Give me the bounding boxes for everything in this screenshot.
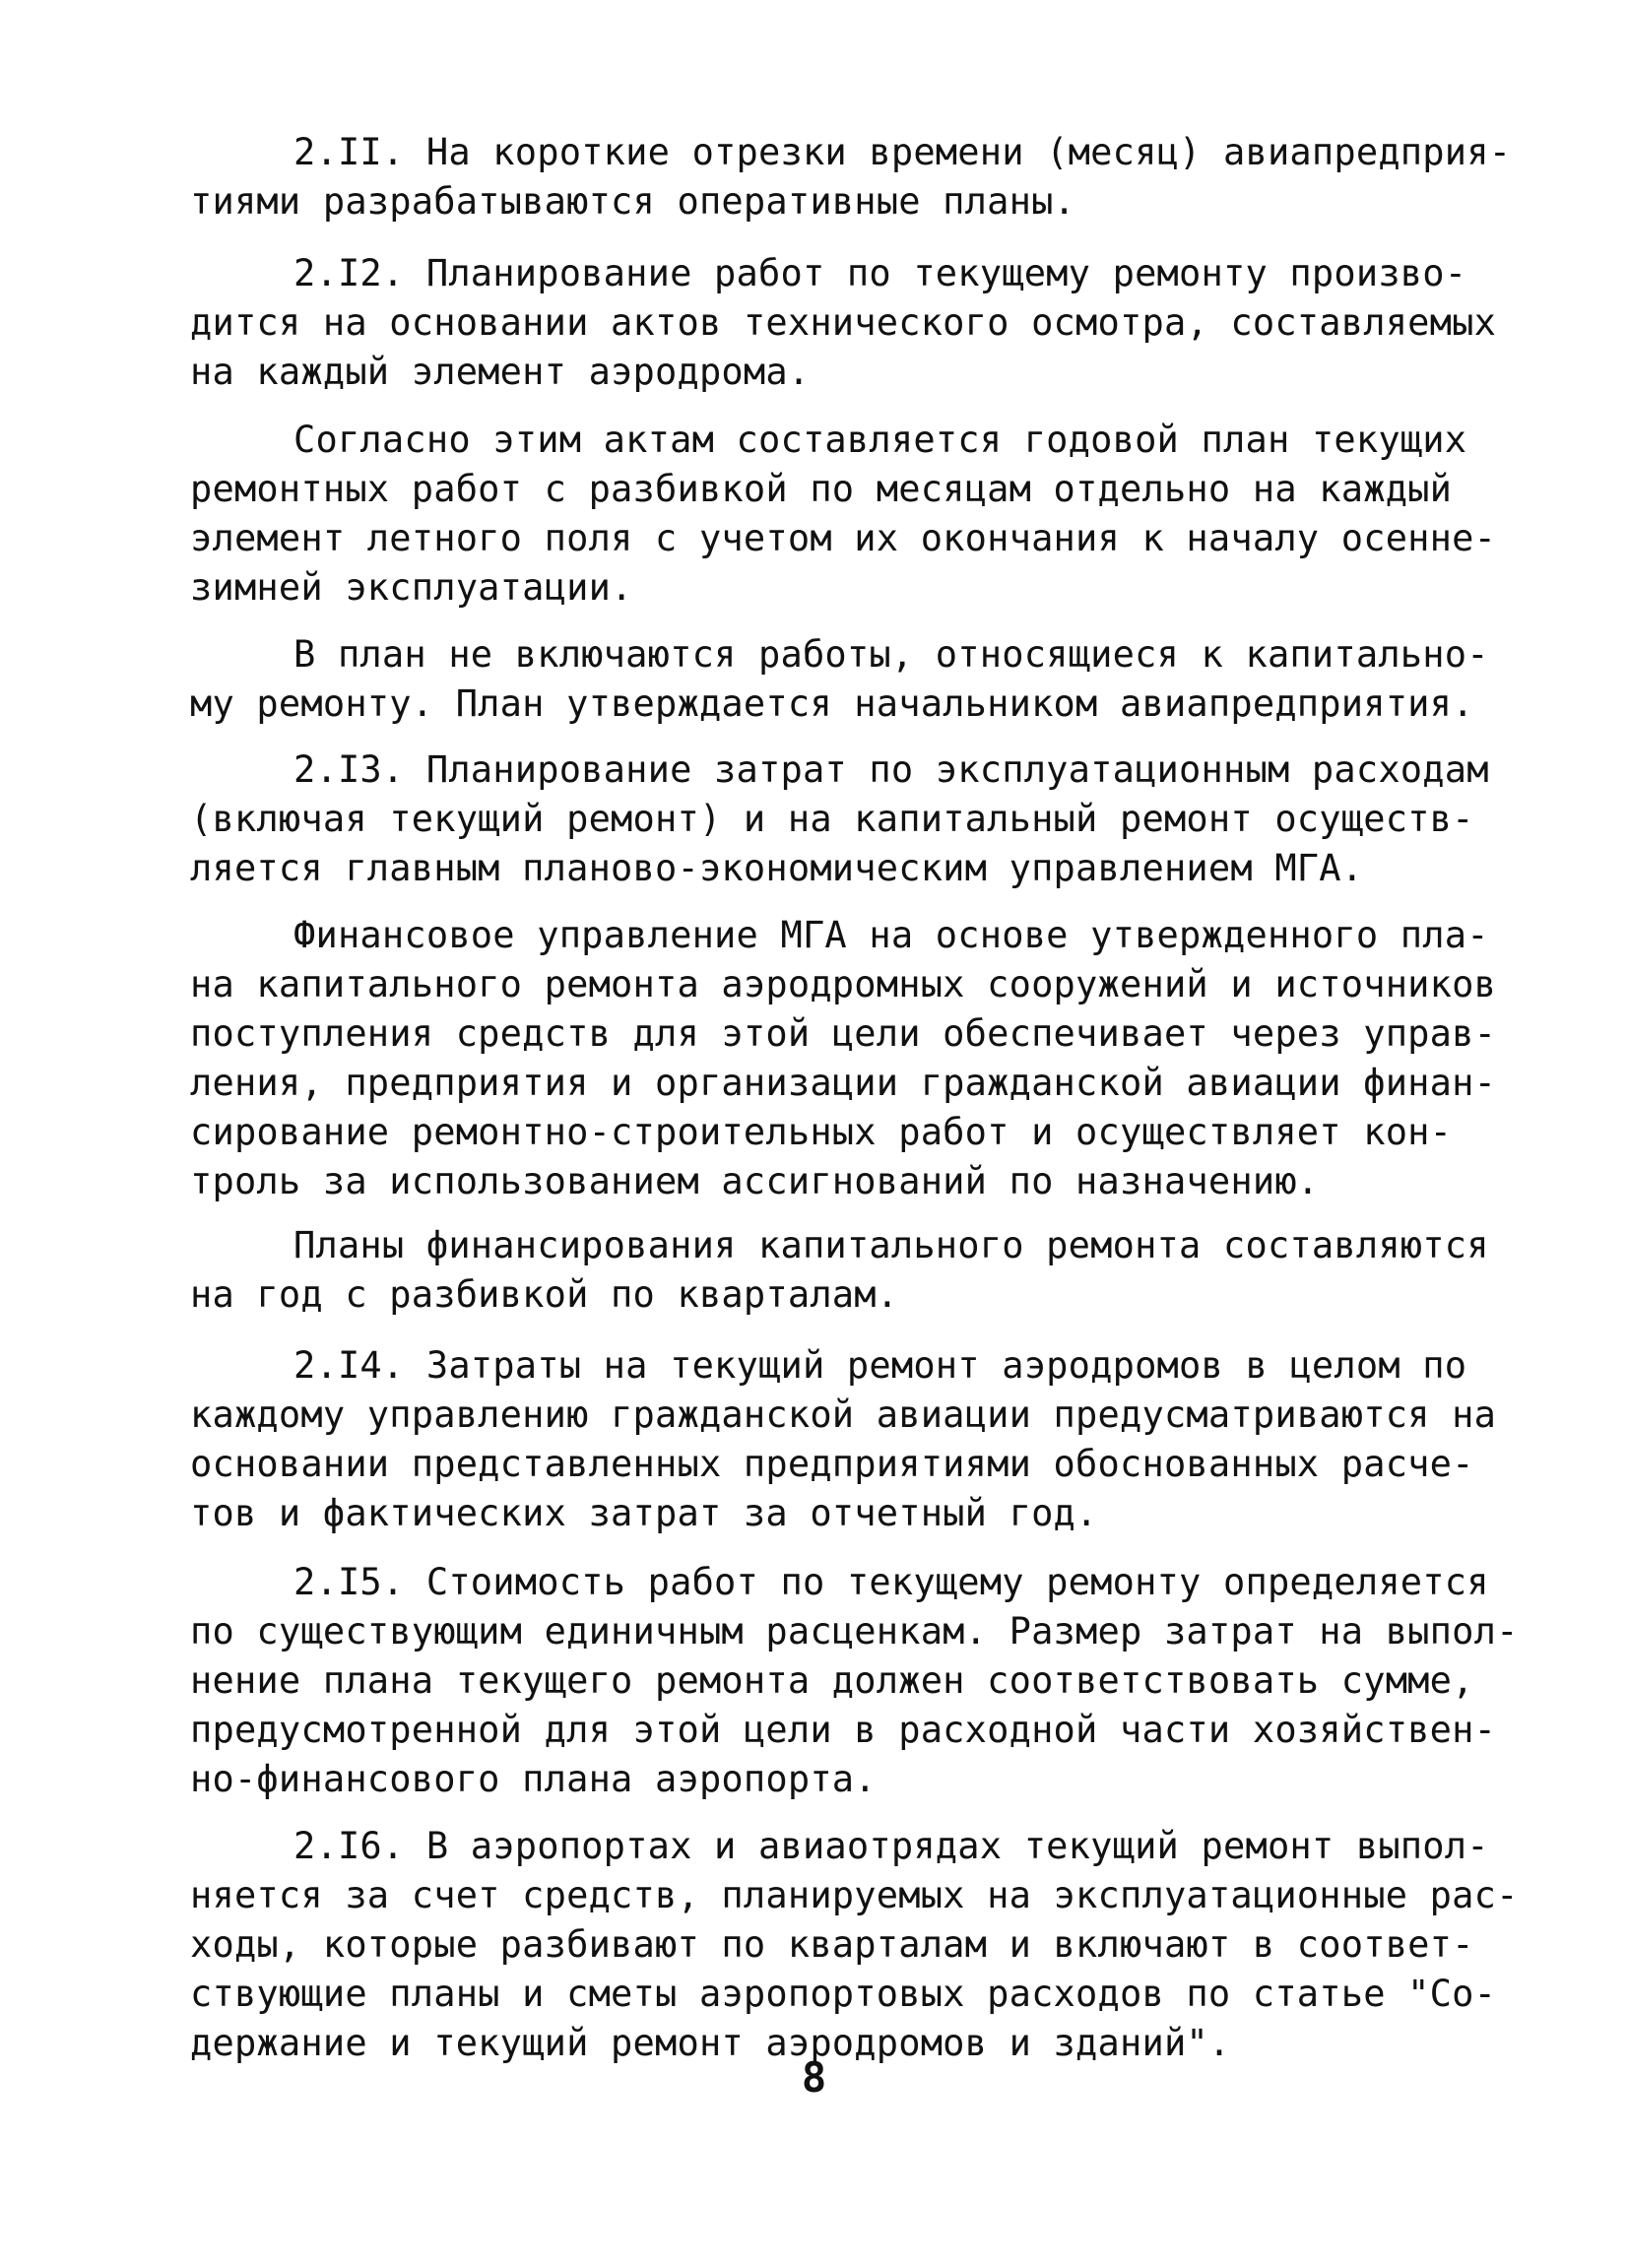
text-line: на год с разбивкой по кварталам. [190,1273,899,1316]
text-line: му ремонту. План утверждается начальником авиапредприятия. [190,682,1474,725]
paragraph-financial-management [190,911,1497,1206]
page-number: 8 [801,2053,827,2102]
text-line: зимней эксплуатации. [190,566,633,609]
paragraph-2-12 [190,249,1497,397]
paragraph-2-15 [190,1558,1519,1804]
paragraph-2-14 [190,1341,1497,1538]
text-line: на капитального ремонта аэродромных сооружений и источников [190,963,1497,1005]
text-line: 2.I3. Планирование затрат по эксплуатационным расходам [293,748,1489,791]
text-line: Финансовое управление МГА на основе утвержденного пла- [293,914,1489,956]
text-line: ствующие планы и сметы аэропортовых расходов по статье "Со- [190,1973,1497,2015]
text-line: ходы, которые разбивают по кварталам и включают в соответ- [190,1923,1474,1966]
text-line: по существующим единичным расценкам. Размер затрат на выпол- [190,1610,1519,1652]
paragraph-2-13 [190,745,1489,893]
text-line: тов и фактических затрат за отчетный год. [190,1492,1098,1534]
text-line: няется за счет средств, планируемых на эксплуатационные рас- [190,1874,1519,1916]
text-line: элемент летного поля с учетом их окончания к началу осенне- [190,517,1497,559]
text-line: 2.I5. Стоимость работ по текущему ремонту определяется [293,1561,1489,1603]
text-line: основании представленных предприятиями обоснованных расче- [190,1443,1474,1485]
text-line: на каждый элемент аэродрома. [190,351,811,393]
text-line: тиями разрабатываются оперативные планы. [190,180,1076,223]
text-line: предусмотренной для этой цели в расходной части хозяйствен- [190,1709,1497,1751]
paragraph-2-11 [190,128,1512,227]
text-line: троль за использованием ассигнований по назначению. [190,1160,1320,1202]
text-line: 2.I2. Планирование работ по текущему ремонту произво- [293,252,1467,294]
text-line: ремонтных работ с разбивкой по месяцам отдельно на каждый [190,468,1453,510]
text-line: 2.II. На короткие отрезки времени (месяц) авиапредприя- [293,131,1512,173]
paragraph-annual-plan [190,416,1497,613]
text-line: (включая текущий ремонт) и на капитальный ремонт осуществ- [190,798,1474,840]
text-line: держание и текущий ремонт аэродромов и зданий". [190,2022,1231,2064]
text-line: Планы финансирования капитального ремонта составляются [293,1224,1489,1266]
paragraph-plan-exclusions [190,630,1489,729]
text-line: дится на основании актов технического осмотра, составляемых [190,301,1497,344]
text-line: каждому управлению гражданской авиации предусматриваются на [190,1393,1497,1436]
text-line: 2.I6. В аэропортах и авиаотрядах текущий ремонт выпол- [293,1825,1489,1867]
paragraph-2-16 [190,1822,1519,2068]
text-line: но-финансового плана аэропорта. [190,1758,877,1800]
text-line: нение плана текущего ремонта должен соответствовать сумме, [190,1659,1474,1702]
text-line: В план не включаются работы, относящиеся к капитально- [293,633,1489,676]
text-line: 2.I4. Затраты на текущий ремонт аэродромов в целом по [293,1344,1467,1387]
text-line: ления, предприятия и организации гражданской авиации финан- [190,1062,1497,1104]
paragraph-financing-plans [190,1221,1489,1320]
text-line: сирование ремонтно-строительных работ и осуществляет кон- [190,1111,1453,1153]
text-line: поступления средств для этой цели обеспечивает через управ- [190,1012,1497,1055]
text-line: Согласно этим актам составляется годовой план текущих [293,419,1467,461]
text-line: ляется главным планово-экономическим управлением МГА. [190,847,1364,889]
